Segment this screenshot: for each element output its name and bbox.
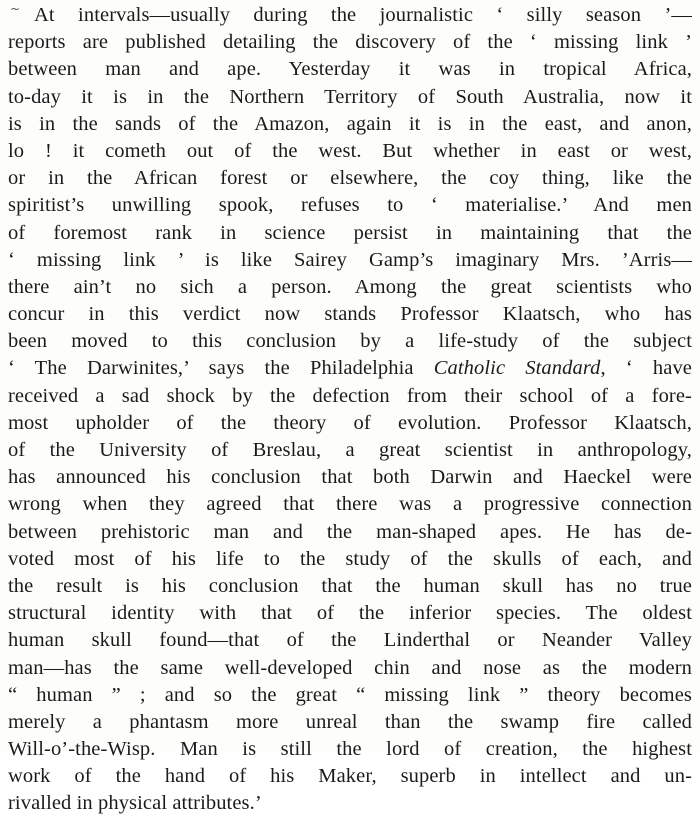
- text-line-4: to-day it is in the Northern Territory of South Australia, now it: [8, 85, 692, 108]
- text-line-1: At intervals—usually during the journalistic ‘ silly season ’—: [34, 4, 692, 26]
- text-line-5: is in the sands of the Amazon, again it is in the east, and anon,: [8, 112, 692, 135]
- text-line-7: or in the African forest or elsewhere, the coy thing, like the: [8, 167, 692, 190]
- text-line-8: spiritist’s unwilling spook, refuses to ‘ materialise.’ And men: [8, 194, 692, 217]
- newspaper-title: Catholic Standard: [433, 357, 601, 380]
- text-line-2: reports are published detailing the discovery of the ‘ missing link ’: [8, 31, 692, 54]
- text-line-12: concur in this verdict now stands Professor Klaatsch, who has: [8, 303, 692, 326]
- text-line-16: most upholder of the theory of evolution. Professor Klaatsch,: [8, 411, 692, 434]
- text-line-17: of the University of Breslau, a great scientist in anthropology,: [8, 439, 692, 461]
- text-line-24: human skull found—that of the Linderthal or Neander Valley: [8, 629, 692, 652]
- article-paragraph: [8, 2, 692, 818]
- text-line-23: structural identity with that of the inferior species. The oldest: [8, 602, 692, 625]
- text-line-19: wrong when they agreed that there was a progressive connection: [8, 493, 692, 516]
- text-line-3: between man and ape. Yesterday it was in tropical Africa,: [8, 58, 692, 81]
- text-line-22: the result is his conclusion that the human skull has no true: [8, 574, 692, 597]
- scan-speck: ~: [10, 2, 21, 16]
- text-line-13: been moved to this conclusion by a life-study of the subject: [8, 330, 692, 353]
- text-line-25: man—has the same well-developed chin and nose as the modern: [8, 656, 692, 679]
- text-line-9: of foremost rank in science persist in maintaining that the: [8, 221, 692, 244]
- text-line-29: work of the hand of his Maker, superb in intellect and un-: [8, 765, 692, 788]
- text-line-20: between prehistoric man and the man-shaped apes. He has de-: [8, 520, 692, 543]
- text-line-15: received a sad shock by the defection from their school of a fore-: [8, 384, 692, 407]
- text-line-10: ‘ missing link ’ is like Sairey Gamp’s imaginary Mrs. ’Arris—: [8, 248, 692, 271]
- text-line-6: lo ! it cometh out of the west. But whether in east or west,: [8, 139, 692, 162]
- text-line-28: Will-o’-the-Wisp. Man is still the lord of creation, the highest: [8, 738, 692, 761]
- text-line-30: rivalled in physical attributes.’: [8, 792, 262, 815]
- text-line-27: merely a phantasm more unreal than the swamp fire called: [8, 710, 692, 733]
- text-line-14: ‘ The Darwinites,’ says the Philadelphia Catholic Standard, ‘ have: [8, 357, 692, 380]
- text-line-21: voted most of his life to the study of the skulls of each, and: [8, 547, 692, 570]
- text-line-11: there ain’t no sich a person. Among the great scientists who: [8, 275, 692, 298]
- text-line-18: has announced his conclusion that both Darwin and Haeckel were: [8, 466, 692, 489]
- text-line-26: “ human ” ; and so the great “ missing link ” theory becomes: [8, 683, 692, 706]
